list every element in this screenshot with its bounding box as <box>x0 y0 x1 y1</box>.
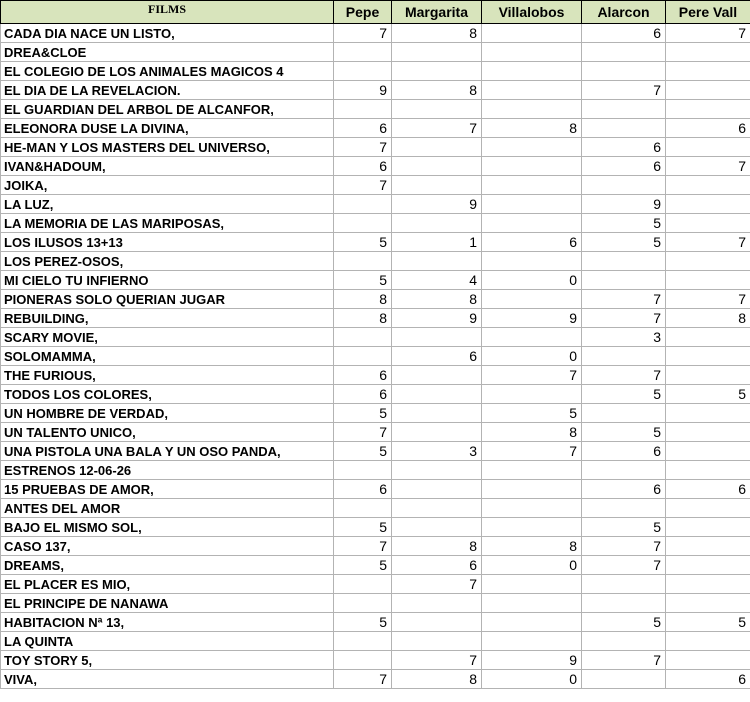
score-cell-pere-vall[interactable]: 5 <box>666 613 750 632</box>
score-cell-villalobos[interactable] <box>482 62 582 81</box>
table-row <box>1 271 750 290</box>
film-title-cell[interactable]: THE FURIOUS, <box>1 366 334 385</box>
score-cell-pere-vall[interactable] <box>666 632 750 651</box>
film-title-cell[interactable]: PIONERAS SOLO QUERIAN JUGAR <box>1 290 334 309</box>
table-row <box>1 670 750 689</box>
score-cell-margarita[interactable]: 8 <box>392 81 482 100</box>
score-cell-alarcon[interactable]: 5 <box>582 214 666 233</box>
score-cell-pere-vall[interactable]: 5 <box>666 385 750 404</box>
score-cell-margarita[interactable] <box>392 366 482 385</box>
table-row <box>1 632 750 651</box>
score-cell-margarita[interactable] <box>392 594 482 613</box>
score-cell-villalobos[interactable] <box>482 214 582 233</box>
score-cell-margarita[interactable]: 7 <box>392 651 482 670</box>
table-row <box>1 138 750 157</box>
score-cell-pere-vall[interactable] <box>666 271 750 290</box>
score-cell-alarcon[interactable] <box>582 176 666 195</box>
judge-header-pepe[interactable]: Pepe <box>334 1 392 24</box>
score-cell-margarita[interactable]: 1 <box>392 233 482 252</box>
film-title-cell[interactable]: 15 PRUEBAS DE AMOR, <box>1 480 334 499</box>
score-cell-alarcon[interactable]: 7 <box>582 366 666 385</box>
score-cell-pepe[interactable]: 5 <box>334 556 392 575</box>
film-title-cell[interactable]: BAJO EL MISMO SOL, <box>1 518 334 537</box>
score-cell-pere-vall[interactable] <box>666 214 750 233</box>
table-row <box>1 480 750 499</box>
score-cell-alarcon[interactable]: 5 <box>582 233 666 252</box>
films-column-header[interactable]: FILMS <box>1 1 334 24</box>
score-cell-pere-vall[interactable] <box>666 176 750 195</box>
score-cell-pepe[interactable]: 5 <box>334 271 392 290</box>
score-cell-alarcon[interactable]: 5 <box>582 385 666 404</box>
score-cell-pepe[interactable] <box>334 461 392 480</box>
score-cell-villalobos[interactable]: 0 <box>482 347 582 366</box>
score-cell-villalobos[interactable] <box>482 195 582 214</box>
film-title-cell[interactable]: EL DIA DE LA REVELACION. <box>1 81 334 100</box>
score-cell-pepe[interactable]: 6 <box>334 385 392 404</box>
score-cell-villalobos[interactable] <box>482 290 582 309</box>
table-row <box>1 651 750 670</box>
score-cell-pere-vall[interactable] <box>666 328 750 347</box>
score-cell-villalobos[interactable] <box>482 594 582 613</box>
score-cell-pepe[interactable]: 5 <box>334 613 392 632</box>
film-title-cell[interactable]: TOY STORY 5, <box>1 651 334 670</box>
table-row <box>1 176 750 195</box>
film-title-cell[interactable]: IVAN&HADOUM, <box>1 157 334 176</box>
score-cell-pepe[interactable]: 5 <box>334 233 392 252</box>
table-row <box>1 575 750 594</box>
score-cell-villalobos[interactable]: 7 <box>482 442 582 461</box>
score-cell-pere-vall[interactable] <box>666 81 750 100</box>
film-title-cell[interactable]: LA LUZ, <box>1 195 334 214</box>
score-cell-alarcon[interactable] <box>582 347 666 366</box>
score-cell-margarita[interactable]: 3 <box>392 442 482 461</box>
score-cell-pepe[interactable]: 8 <box>334 290 392 309</box>
score-cell-pepe[interactable]: 7 <box>334 423 392 442</box>
score-cell-villalobos[interactable] <box>482 252 582 271</box>
score-cell-pepe[interactable]: 5 <box>334 404 392 423</box>
score-cell-alarcon[interactable]: 7 <box>582 556 666 575</box>
score-cell-villalobos[interactable] <box>482 24 582 43</box>
table-row <box>1 518 750 537</box>
score-cell-alarcon[interactable]: 6 <box>582 157 666 176</box>
film-title-cell[interactable]: DREA&CLOE <box>1 43 334 62</box>
score-cell-pere-vall[interactable] <box>666 100 750 119</box>
table-row <box>1 62 750 81</box>
score-cell-villalobos[interactable] <box>482 100 582 119</box>
score-cell-margarita[interactable] <box>392 214 482 233</box>
score-cell-pepe[interactable]: 5 <box>334 442 392 461</box>
score-cell-alarcon[interactable] <box>582 252 666 271</box>
score-cell-villalobos[interactable] <box>482 518 582 537</box>
score-cell-pepe[interactable] <box>334 347 392 366</box>
score-cell-pepe[interactable]: 6 <box>334 157 392 176</box>
film-title-cell[interactable]: LA MEMORIA DE LAS MARIPOSAS, <box>1 214 334 233</box>
score-cell-villalobos[interactable] <box>482 157 582 176</box>
film-title-cell[interactable]: HABITACION Nª 13, <box>1 613 334 632</box>
film-title-cell[interactable]: LA QUINTA <box>1 632 334 651</box>
score-cell-pere-vall[interactable] <box>666 347 750 366</box>
score-cell-margarita[interactable] <box>392 613 482 632</box>
score-cell-pepe[interactable]: 9 <box>334 81 392 100</box>
table-row <box>1 347 750 366</box>
score-cell-margarita[interactable]: 9 <box>392 309 482 328</box>
score-cell-pere-vall[interactable]: 6 <box>666 480 750 499</box>
score-cell-margarita[interactable]: 7 <box>392 575 482 594</box>
score-cell-alarcon[interactable]: 7 <box>582 309 666 328</box>
film-title-cell[interactable]: REBUILDING, <box>1 309 334 328</box>
score-cell-pere-vall[interactable] <box>666 423 750 442</box>
score-cell-villalobos[interactable]: 6 <box>482 233 582 252</box>
score-cell-margarita[interactable]: 8 <box>392 24 482 43</box>
score-cell-villalobos[interactable] <box>482 81 582 100</box>
score-cell-pepe[interactable] <box>334 195 392 214</box>
table-row <box>1 81 750 100</box>
score-cell-villalobos[interactable]: 0 <box>482 670 582 689</box>
score-cell-pere-vall[interactable]: 7 <box>666 24 750 43</box>
score-cell-margarita[interactable] <box>392 100 482 119</box>
score-cell-margarita[interactable] <box>392 499 482 518</box>
score-cell-pere-vall[interactable] <box>666 195 750 214</box>
score-cell-margarita[interactable] <box>392 176 482 195</box>
score-cell-villalobos[interactable]: 8 <box>482 119 582 138</box>
table-row <box>1 252 750 271</box>
film-title-cell[interactable]: EL PRINCIPE DE NANAWA <box>1 594 334 613</box>
film-title-cell[interactable]: EL PLACER ES MIO, <box>1 575 334 594</box>
score-cell-alarcon[interactable] <box>582 594 666 613</box>
film-title-cell[interactable]: CADA DIA NACE UN LISTO, <box>1 24 334 43</box>
table-row <box>1 43 750 62</box>
score-cell-alarcon[interactable]: 6 <box>582 480 666 499</box>
score-cell-villalobos[interactable]: 8 <box>482 537 582 556</box>
score-cell-alarcon[interactable]: 5 <box>582 518 666 537</box>
score-cell-pere-vall[interactable]: 6 <box>666 119 750 138</box>
score-cell-villalobos[interactable] <box>482 499 582 518</box>
film-title-cell[interactable]: JOIKA, <box>1 176 334 195</box>
table-row <box>1 100 750 119</box>
score-cell-pepe[interactable] <box>334 100 392 119</box>
score-cell-pepe[interactable]: 7 <box>334 24 392 43</box>
score-cell-alarcon[interactable]: 7 <box>582 651 666 670</box>
score-cell-margarita[interactable]: 6 <box>392 556 482 575</box>
score-cell-alarcon[interactable]: 6 <box>582 442 666 461</box>
score-cell-villalobos[interactable]: 9 <box>482 309 582 328</box>
table-row <box>1 499 750 518</box>
score-cell-pere-vall[interactable] <box>666 366 750 385</box>
score-cell-villalobos[interactable]: 7 <box>482 366 582 385</box>
score-cell-alarcon[interactable]: 3 <box>582 328 666 347</box>
score-cell-villalobos[interactable] <box>482 575 582 594</box>
score-cell-villalobos[interactable] <box>482 632 582 651</box>
table-row <box>1 328 750 347</box>
score-cell-pepe[interactable] <box>334 214 392 233</box>
film-title-cell[interactable]: MI CIELO TU INFIERNO <box>1 271 334 290</box>
score-cell-pere-vall[interactable] <box>666 575 750 594</box>
score-cell-villalobos[interactable]: 0 <box>482 556 582 575</box>
score-cell-alarcon[interactable]: 6 <box>582 24 666 43</box>
score-cell-margarita[interactable] <box>392 404 482 423</box>
score-cell-pepe[interactable] <box>334 43 392 62</box>
score-cell-pere-vall[interactable]: 7 <box>666 157 750 176</box>
score-cell-pere-vall[interactable] <box>666 461 750 480</box>
score-cell-alarcon[interactable]: 7 <box>582 537 666 556</box>
score-cell-pepe[interactable]: 6 <box>334 366 392 385</box>
score-cell-pepe[interactable] <box>334 328 392 347</box>
score-cell-villalobos[interactable]: 9 <box>482 651 582 670</box>
score-cell-pepe[interactable]: 6 <box>334 480 392 499</box>
judge-header-villalobos[interactable]: Villalobos <box>482 1 582 24</box>
score-cell-pere-vall[interactable]: 6 <box>666 670 750 689</box>
score-cell-pere-vall[interactable] <box>666 518 750 537</box>
table-row <box>1 24 750 43</box>
score-cell-alarcon[interactable] <box>582 404 666 423</box>
score-cell-pere-vall[interactable]: 7 <box>666 290 750 309</box>
score-cell-margarita[interactable] <box>392 252 482 271</box>
score-cell-pere-vall[interactable] <box>666 499 750 518</box>
score-cell-alarcon[interactable]: 7 <box>582 290 666 309</box>
film-title-cell[interactable]: LOS PEREZ-OSOS, <box>1 252 334 271</box>
table-row <box>1 195 750 214</box>
score-cell-pepe[interactable] <box>334 594 392 613</box>
score-cell-alarcon[interactable] <box>582 271 666 290</box>
film-title-cell[interactable]: HE-MAN Y LOS MASTERS DEL UNIVERSO, <box>1 138 334 157</box>
film-title-cell[interactable]: EL GUARDIAN DEL ARBOL DE ALCANFOR, <box>1 100 334 119</box>
score-cell-villalobos[interactable]: 5 <box>482 404 582 423</box>
header-row <box>1 1 750 24</box>
score-cell-pepe[interactable]: 5 <box>334 518 392 537</box>
score-cell-margarita[interactable]: 8 <box>392 670 482 689</box>
score-cell-pepe[interactable] <box>334 651 392 670</box>
score-cell-margarita[interactable] <box>392 461 482 480</box>
score-cell-margarita[interactable] <box>392 423 482 442</box>
film-title-cell[interactable]: UNA PISTOLA UNA BALA Y UN OSO PANDA, <box>1 442 334 461</box>
score-cell-margarita[interactable]: 7 <box>392 119 482 138</box>
film-title-cell[interactable]: UN TALENTO UNICO, <box>1 423 334 442</box>
score-cell-pere-vall[interactable] <box>666 43 750 62</box>
table-row <box>1 537 750 556</box>
score-cell-margarita[interactable] <box>392 138 482 157</box>
film-title-cell[interactable]: EL COLEGIO DE LOS ANIMALES MAGICOS 4 <box>1 62 334 81</box>
score-cell-margarita[interactable]: 8 <box>392 290 482 309</box>
score-cell-margarita[interactable] <box>392 385 482 404</box>
table-row <box>1 461 750 480</box>
score-cell-alarcon[interactable] <box>582 575 666 594</box>
score-cell-pepe[interactable] <box>334 499 392 518</box>
film-title-cell[interactable]: DREAMS, <box>1 556 334 575</box>
table-row <box>1 157 750 176</box>
score-cell-alarcon[interactable] <box>582 43 666 62</box>
score-cell-margarita[interactable] <box>392 43 482 62</box>
score-cell-pere-vall[interactable] <box>666 252 750 271</box>
score-cell-pepe[interactable] <box>334 62 392 81</box>
score-cell-alarcon[interactable] <box>582 632 666 651</box>
score-cell-margarita[interactable] <box>392 328 482 347</box>
film-title-cell[interactable]: UN HOMBRE DE VERDAD, <box>1 404 334 423</box>
film-title-cell[interactable]: SOLOMAMMA, <box>1 347 334 366</box>
score-cell-pere-vall[interactable] <box>666 651 750 670</box>
score-cell-alarcon[interactable] <box>582 461 666 480</box>
table-row <box>1 442 750 461</box>
score-cell-villalobos[interactable] <box>482 461 582 480</box>
table-row <box>1 613 750 632</box>
score-cell-alarcon[interactable]: 9 <box>582 195 666 214</box>
score-cell-pere-vall[interactable] <box>666 138 750 157</box>
score-cell-alarcon[interactable] <box>582 670 666 689</box>
film-title-cell[interactable]: CASO 137, <box>1 537 334 556</box>
film-title-cell[interactable]: SCARY MOVIE, <box>1 328 334 347</box>
score-cell-margarita[interactable] <box>392 518 482 537</box>
score-cell-villalobos[interactable]: 0 <box>482 271 582 290</box>
score-cell-margarita[interactable]: 4 <box>392 271 482 290</box>
table-row <box>1 423 750 442</box>
score-cell-pepe[interactable]: 7 <box>334 537 392 556</box>
score-cell-margarita[interactable]: 9 <box>392 195 482 214</box>
table-row <box>1 214 750 233</box>
score-cell-pepe[interactable] <box>334 632 392 651</box>
judge-header-pere-vall[interactable]: Pere Vall <box>666 1 750 24</box>
score-cell-margarita[interactable] <box>392 632 482 651</box>
score-cell-villalobos[interactable] <box>482 138 582 157</box>
judge-header-margarita[interactable]: Margarita <box>392 1 482 24</box>
score-cell-alarcon[interactable]: 6 <box>582 138 666 157</box>
table-row <box>1 119 750 138</box>
score-cell-pepe[interactable]: 6 <box>334 119 392 138</box>
score-cell-pepe[interactable]: 8 <box>334 309 392 328</box>
score-cell-pere-vall[interactable] <box>666 537 750 556</box>
film-title-cell[interactable]: TODOS LOS COLORES, <box>1 385 334 404</box>
film-title-cell[interactable]: ELEONORA DUSE LA DIVINA, <box>1 119 334 138</box>
score-cell-margarita[interactable]: 6 <box>392 347 482 366</box>
score-cell-alarcon[interactable] <box>582 62 666 81</box>
score-cell-margarita[interactable] <box>392 480 482 499</box>
score-cell-alarcon[interactable] <box>582 499 666 518</box>
table-row <box>1 366 750 385</box>
score-cell-villalobos[interactable] <box>482 480 582 499</box>
score-cell-pepe[interactable]: 7 <box>334 138 392 157</box>
score-cell-margarita[interactable]: 8 <box>392 537 482 556</box>
table-row <box>1 233 750 252</box>
table-row <box>1 404 750 423</box>
score-cell-pere-vall[interactable]: 8 <box>666 309 750 328</box>
score-cell-alarcon[interactable]: 5 <box>582 613 666 632</box>
table-row <box>1 594 750 613</box>
score-cell-margarita[interactable] <box>392 157 482 176</box>
score-cell-pere-vall[interactable] <box>666 442 750 461</box>
score-cell-villalobos[interactable] <box>482 176 582 195</box>
judge-header-alarcon[interactable]: Alarcon <box>582 1 666 24</box>
score-cell-pepe[interactable]: 7 <box>334 670 392 689</box>
film-rows <box>1 24 750 689</box>
table-row <box>1 290 750 309</box>
score-cell-villalobos[interactable] <box>482 613 582 632</box>
score-cell-pere-vall[interactable] <box>666 62 750 81</box>
score-cell-pere-vall[interactable] <box>666 594 750 613</box>
film-title-cell[interactable]: LOS ILUSOS 13+13 <box>1 233 334 252</box>
film-title-cell[interactable]: VIVA, <box>1 670 334 689</box>
score-cell-villalobos[interactable] <box>482 43 582 62</box>
film-title-cell[interactable]: ANTES DEL AMOR <box>1 499 334 518</box>
score-cell-villalobos[interactable] <box>482 385 582 404</box>
score-cell-pere-vall[interactable] <box>666 404 750 423</box>
table-row <box>1 385 750 404</box>
score-cell-pepe[interactable]: 7 <box>334 176 392 195</box>
score-cell-pepe[interactable] <box>334 252 392 271</box>
score-cell-alarcon[interactable] <box>582 119 666 138</box>
score-cell-pere-vall[interactable]: 7 <box>666 233 750 252</box>
table-row <box>1 309 750 328</box>
score-cell-margarita[interactable] <box>392 62 482 81</box>
score-cell-pere-vall[interactable] <box>666 556 750 575</box>
score-cell-pepe[interactable] <box>334 575 392 594</box>
film-title-cell[interactable]: ESTRENOS 12-06-26 <box>1 461 334 480</box>
score-cell-villalobos[interactable]: 8 <box>482 423 582 442</box>
score-cell-alarcon[interactable]: 5 <box>582 423 666 442</box>
score-cell-alarcon[interactable] <box>582 100 666 119</box>
score-cell-alarcon[interactable]: 7 <box>582 81 666 100</box>
score-cell-villalobos[interactable] <box>482 328 582 347</box>
table-row <box>1 556 750 575</box>
